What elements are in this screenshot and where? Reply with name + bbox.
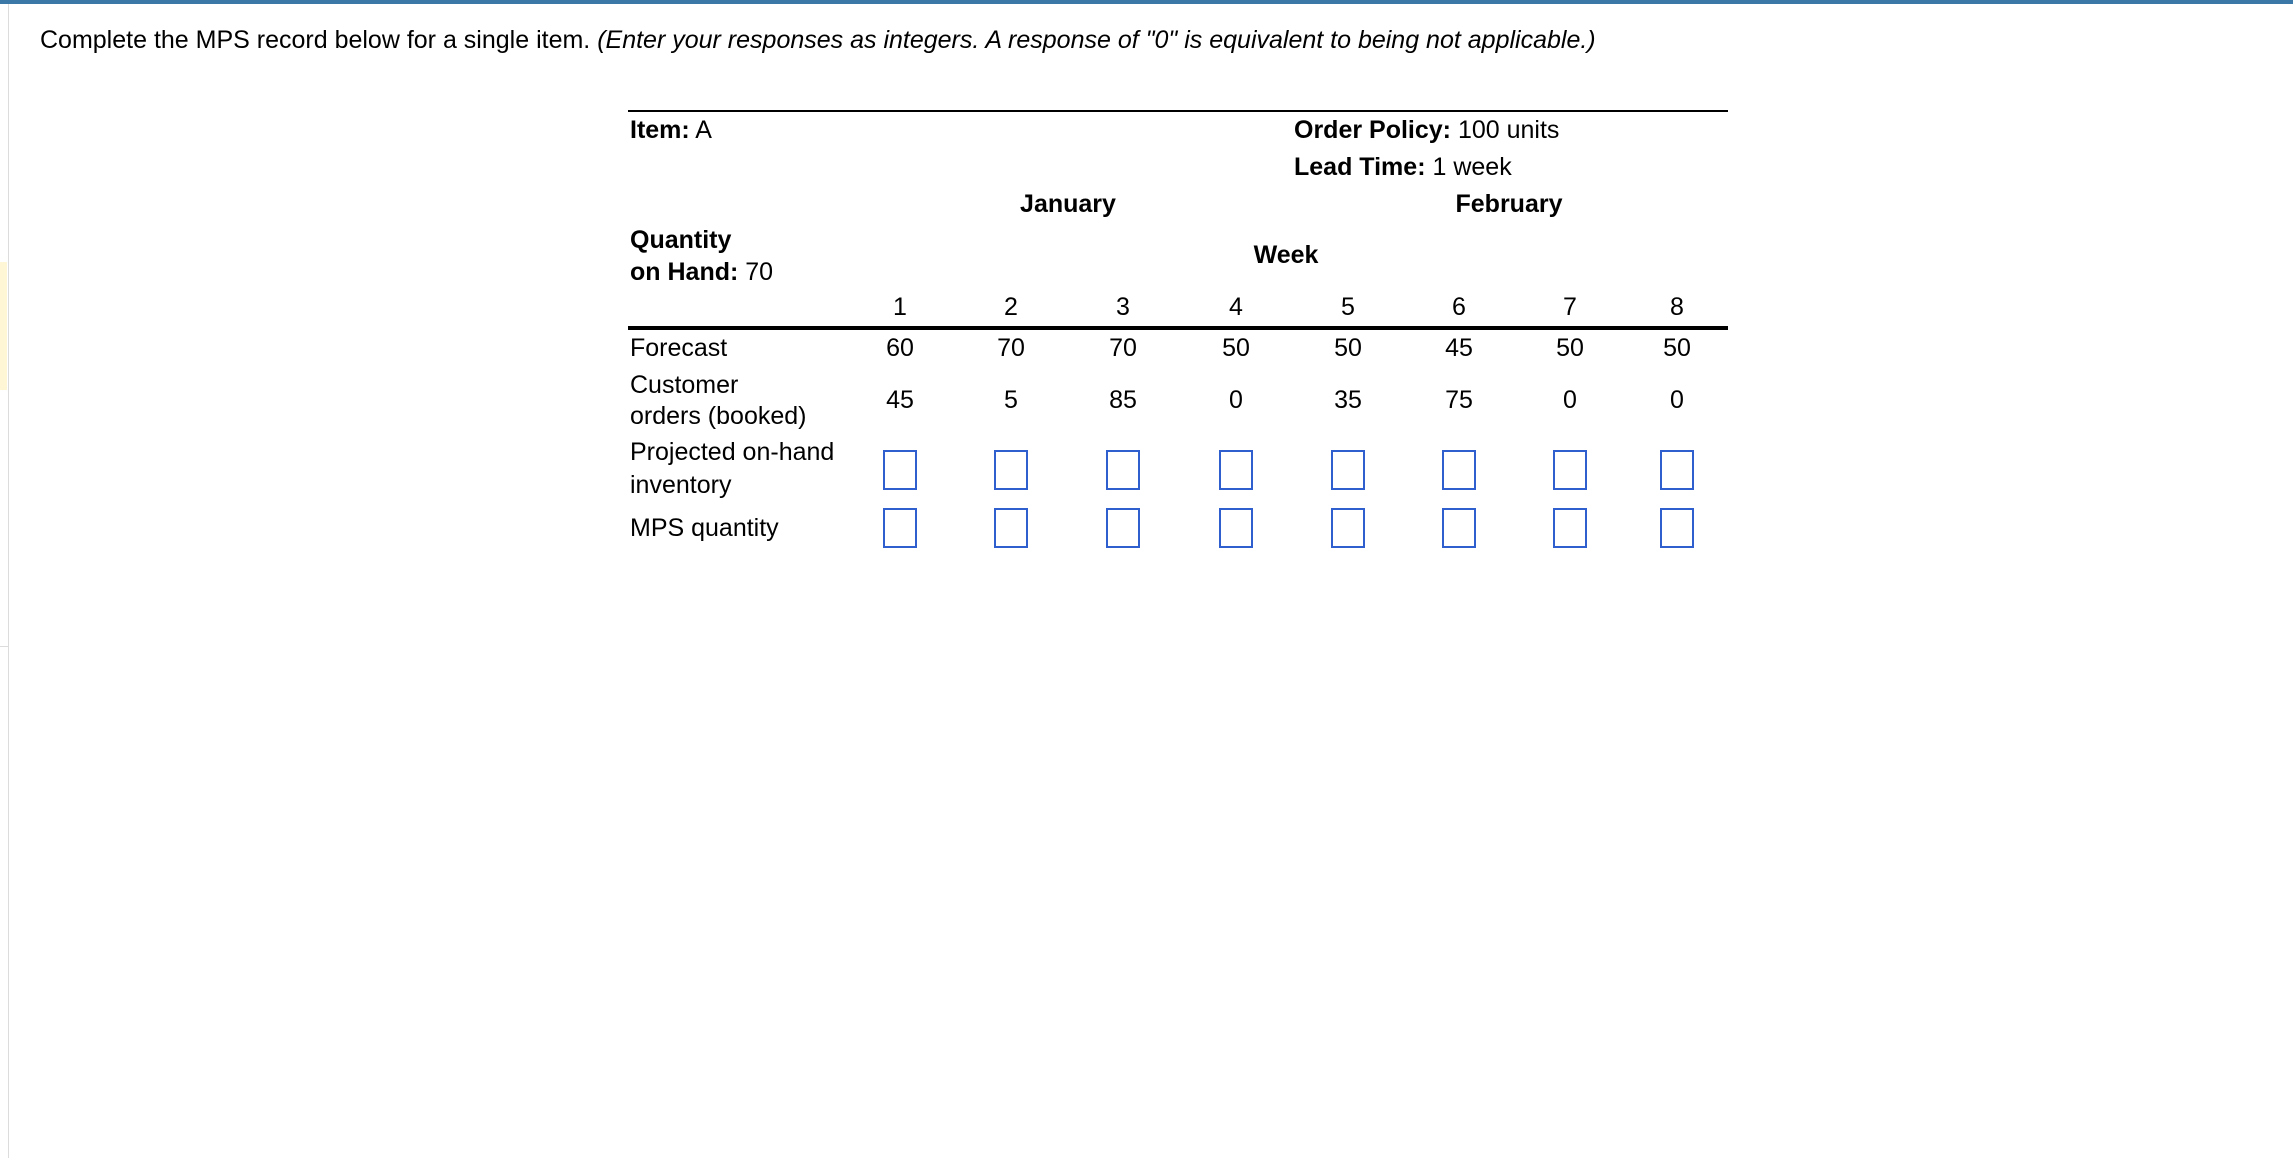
week-number: 4 bbox=[1229, 293, 1243, 321]
customer-orders-value: 75 bbox=[1445, 386, 1473, 414]
projected-inventory-input[interactable] bbox=[1442, 450, 1476, 490]
mps-quantity-input[interactable] bbox=[1660, 508, 1694, 548]
month-february: February bbox=[1455, 190, 1563, 218]
forecast-label: Forecast bbox=[630, 334, 728, 362]
quantity-label-line1: Quantity bbox=[630, 226, 732, 254]
customer-orders-value: 0 bbox=[1229, 386, 1243, 414]
instruction-text: Complete the MPS record below for a single item. bbox=[40, 26, 598, 54]
projected-inventory-input[interactable] bbox=[1219, 450, 1253, 490]
item-label: Item: bbox=[630, 116, 690, 144]
forecast-value: 60 bbox=[886, 334, 914, 362]
quantity-value: 70 bbox=[738, 258, 774, 286]
forecast-value: 45 bbox=[1445, 334, 1473, 362]
week-number: 5 bbox=[1341, 293, 1355, 321]
customer-orders-label-line2: orders (booked) bbox=[630, 402, 807, 430]
item-value: A bbox=[689, 116, 712, 144]
forecast-value: 50 bbox=[1334, 334, 1362, 362]
record-top-rule bbox=[628, 110, 1728, 112]
customer-orders-value: 85 bbox=[1109, 386, 1137, 414]
forecast-value: 70 bbox=[997, 334, 1025, 362]
projected-inventory-label-line1: Projected on-hand bbox=[630, 438, 835, 466]
month-january: January bbox=[1020, 190, 1116, 218]
mps-quantity-input[interactable] bbox=[1442, 508, 1476, 548]
customer-orders-value: 5 bbox=[1004, 386, 1018, 414]
order-policy-value: 100 units bbox=[1451, 116, 1560, 144]
lead-time-label: Lead Time: bbox=[1294, 153, 1426, 181]
forecast-value: 70 bbox=[1109, 334, 1137, 362]
mps-quantity-input[interactable] bbox=[1331, 508, 1365, 548]
projected-inventory-input[interactable] bbox=[994, 450, 1028, 490]
forecast-value: 50 bbox=[1556, 334, 1584, 362]
projected-inventory-input[interactable] bbox=[1331, 450, 1365, 490]
instruction-note: (Enter your responses as integers. A response of "0" is equivalent to being not applicable.) bbox=[597, 26, 1596, 54]
mps-quantity-input[interactable] bbox=[1553, 508, 1587, 548]
order-policy-label: Order Policy: bbox=[1294, 116, 1451, 144]
week-number: 6 bbox=[1452, 293, 1466, 321]
mps-quantity-label: MPS quantity bbox=[630, 514, 779, 542]
forecast-value: 50 bbox=[1222, 334, 1250, 362]
week-number: 3 bbox=[1116, 293, 1130, 321]
mps-quantity-input[interactable] bbox=[883, 508, 917, 548]
mps-quantity-input[interactable] bbox=[1106, 508, 1140, 548]
week-number: 7 bbox=[1563, 293, 1577, 321]
quantity-on-hand bbox=[630, 257, 773, 287]
order-policy-info bbox=[1294, 115, 1559, 145]
quantity-label-line2: on Hand: bbox=[630, 258, 739, 286]
projected-inventory-input[interactable] bbox=[1106, 450, 1140, 490]
projected-inventory-label-line2: inventory bbox=[630, 471, 732, 499]
mps-quantity-input[interactable] bbox=[1219, 508, 1253, 548]
projected-inventory-input[interactable] bbox=[1553, 450, 1587, 490]
customer-orders-value: 45 bbox=[886, 386, 914, 414]
week-label: Week bbox=[1253, 241, 1319, 269]
week-number: 8 bbox=[1670, 293, 1684, 321]
week-number: 1 bbox=[893, 293, 907, 321]
projected-inventory-input[interactable] bbox=[883, 450, 917, 490]
item-info bbox=[630, 115, 712, 145]
customer-orders-value: 35 bbox=[1334, 386, 1362, 414]
lead-time-info bbox=[1294, 152, 1512, 182]
header-rule bbox=[628, 326, 1728, 330]
lead-time-value: 1 week bbox=[1425, 153, 1512, 181]
week-number: 2 bbox=[1004, 293, 1018, 321]
customer-orders-value: 0 bbox=[1563, 386, 1577, 414]
forecast-value: 50 bbox=[1663, 334, 1691, 362]
mps-quantity-input[interactable] bbox=[994, 508, 1028, 548]
customer-orders-value: 0 bbox=[1670, 386, 1684, 414]
projected-inventory-input[interactable] bbox=[1660, 450, 1694, 490]
customer-orders-label-line1: Customer bbox=[630, 371, 739, 399]
